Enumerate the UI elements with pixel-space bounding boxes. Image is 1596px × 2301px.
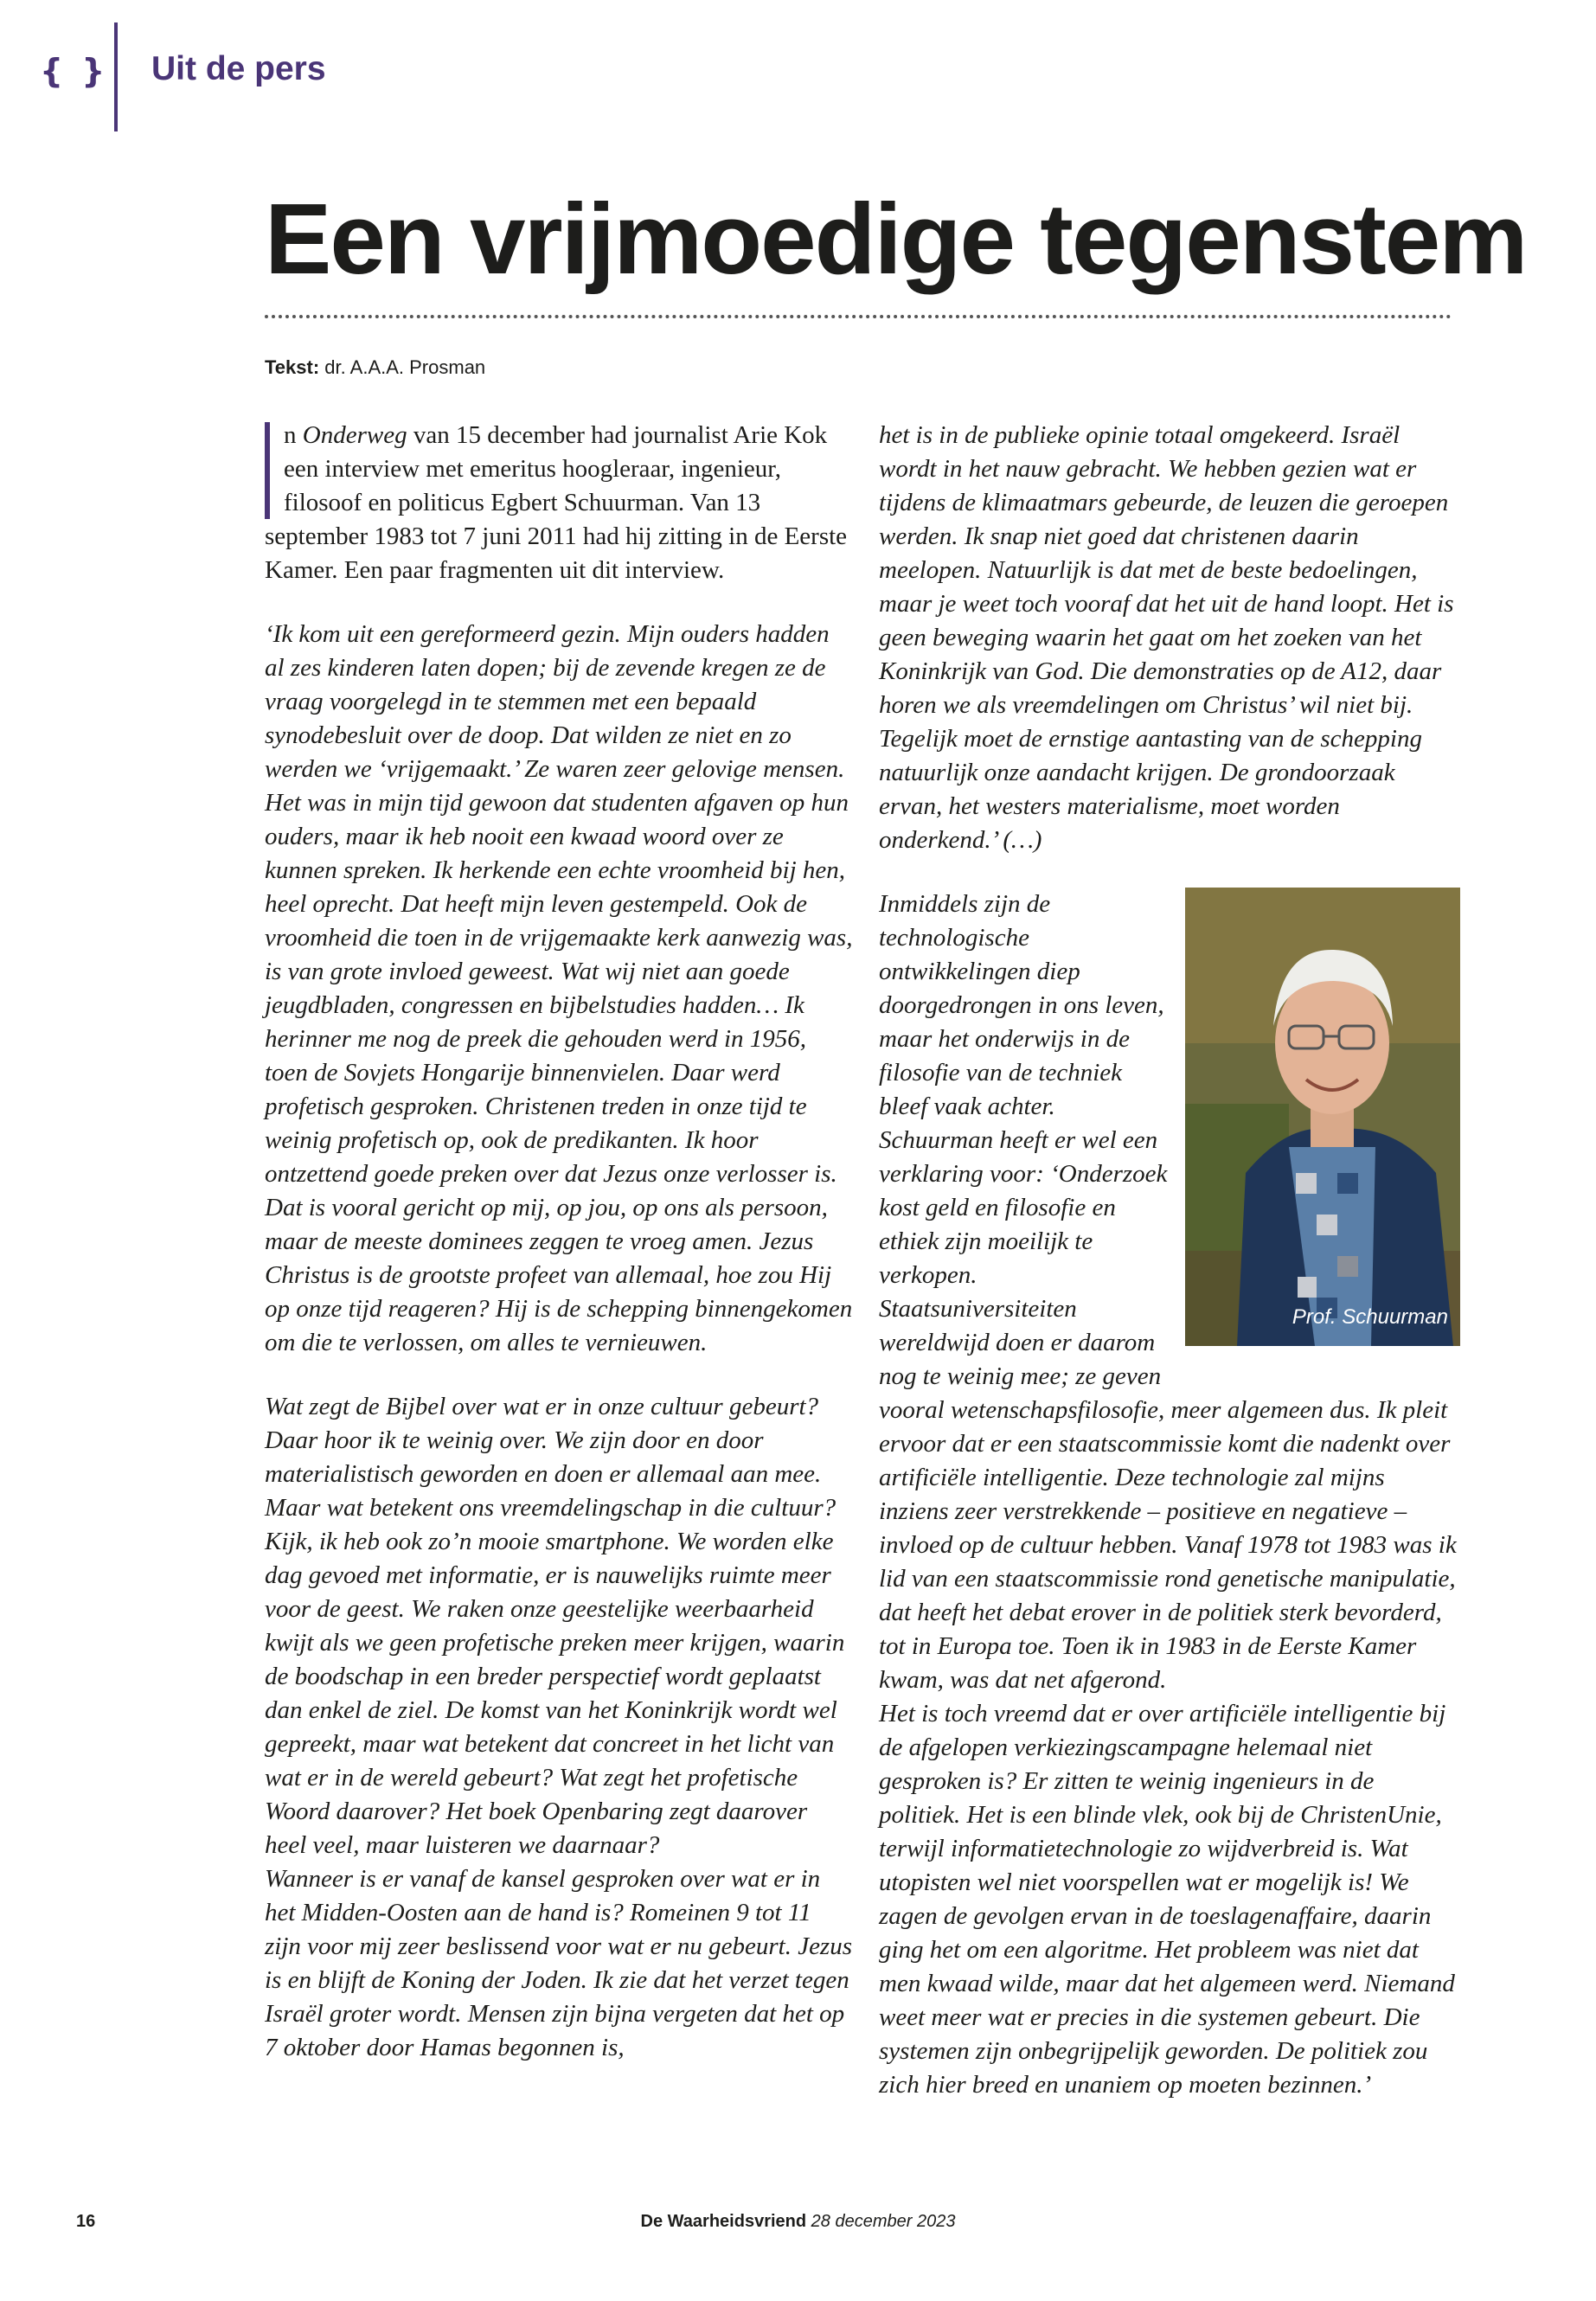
intro-before: n <box>284 421 303 449</box>
page-number: 16 <box>76 2212 96 2231</box>
dropcap <box>265 422 277 519</box>
section-title: Uit de pers <box>151 50 326 87</box>
publication-name: De Waarheidsvriend <box>640 2212 807 2231</box>
right-paragraph-3: Het is toch vreemd dat er over artificiële intelligentie bij de afgelopen verkiezingscampagne helemaal niet gesproken is? Er zitten te weinig ingenieurs in de politiek. Het is een blinde vlek, ook bij de ChristenUnie, terwijl informatietechnologie zo wijdverbreid is. Wat utopisten wel niet voorspellen wat er mogelijk is! We zagen de gevolgen ervan in de toeslagenaffaire, daarin ging het om een algoritme. Het probleem was niet dat men kwaad wilde, maar dat het algemeen werd. Niemand weet meer wat er precies in die systemen gebeurt. Die systemen zijn onbegrijpelijk geworden. De politiek zou zich hier breed en unaniem op moeten bezinnen.’ <box>879 1700 1455 2099</box>
intro-after: van 15 december had journalist Arie Kok een interview met emeritus hoogleraar, ingenieur, filosoof en politicus Egbert Schuurman. Van 13 september 1983 tot 7 juni 2011 had hij zitting in de Eerste Kamer. Een paar fragmenten uit dit interview. <box>265 421 848 584</box>
byline-label: Tekst: <box>265 356 320 378</box>
photo-caption: Prof. Schuurman <box>1292 1305 1448 1329</box>
left-column <box>265 419 853 2065</box>
left-paragraph-3: Wanneer is er vanaf de kansel gesproken over wat er in het Midden-Oosten aan de hand is? Romeinen 9 tot 11 zijn voor mij zeer beslissend voor wat er nu gebeurt. Jezus is en blijft de Koning der Joden. Ik zie dat het verzet tegen Israël groter wordt. Mensen zijn bijna vergeten dat het op 7 oktober door Hamas begonnen is, <box>265 1865 853 2061</box>
publication-date: 28 december 2023 <box>811 2212 956 2231</box>
byline-author: dr. A.A.A. Prosman <box>324 356 486 378</box>
byline <box>265 356 485 379</box>
intro-italic-word: Onderweg <box>302 421 407 449</box>
right-paragraph-1: het is in de publieke opinie totaal omgekeerd. Israël wordt in het nauw gebracht. We hebben gezien wat er tijdens de klimaatmars gebeurde, de leuzen die geroepen werden. Ik snap niet goed dat christenen daarin meelopen. Natuurlijk is dat met de beste bedoelingen, maar je weet toch vooraf dat het uit de hand loopt. Het is geen beweging waarin het gaat om het zoeken van het Koninkrijk van God. Die demonstraties op de A12, daar horen we als vreemdelingen om Christus’ wil niet bij. Tegelijk moet de ernstige aantasting van de schepping natuurlijk onze aandacht krijgen. De grondoorzaak ervan, het westers materialisme, moet worden onderkend.’ (…) <box>879 421 1454 854</box>
braces-icon: { } <box>40 52 109 90</box>
footer-publication <box>0 2212 1596 2232</box>
portrait-illustration <box>1185 888 1460 1346</box>
left-paragraph-2: Wat zegt de Bijbel over wat er in onze cultuur gebeurt? Daar hoor ik te weinig over. We zijn door en door materialistisch geworden en doen er allemaal aan mee. Maar wat betekent ons vreemdelingschap in die cultuur? Kijk, ik heb ook zo’n mooie smartphone. We worden elke dag gevoed met informatie, er is nauwelijks ruimte meer voor de geest. We raken onze geestelijke weerbaarheid kwijt als we geen profetische preken meer krijgen, waarin de boodschap in een breder perspectief wordt geplaatst dan enkel de ziel. De komst van het Koninkrijk wordt wel gepreekt, maar wat betekent dat concreet in het licht van wat er in de wereld gebeurt? Wat zegt het profetische Woord daarover? Het boek Openbaring zegt daarover heel veel, maar luisteren we daarnaar? <box>265 1393 845 1859</box>
portrait-photo <box>1185 888 1460 1346</box>
article-title: Een vrijmoedige tegenstem <box>265 183 1527 295</box>
title-dotted-rule <box>265 315 1452 318</box>
left-paragraph-1: ‘Ik kom uit een gereformeerd gezin. Mijn ouders hadden al zes kinderen laten dopen; bij de zevende kregen ze de vraag voorgelegd in te stemmen met een bepaald synodebesluit over de doop. Dat wilden ze niet en zo werden we ‘vrijgemaakt.’ Ze waren zeer gelovige mensen. Het was in mijn tijd gewoon dat studenten afgaven op hun ouders, maar ik heb nooit een kwaad woord over ze kunnen spreken. Ik herkende een echte vroomheid bij hen, heel oprecht. Dat heeft mijn leven gestempeld. Ook de vroomheid die toen in de vrijgemaakte kerk aanwezig was, is van grote invloed geweest. Wat wij niet aan goede jeugdbladen, congressen en bijbelstudies hadden… Ik herinner me nog de preek die gehouden werd in 1956, toen de Sovjets Hongarije binnenvielen. Daar werd profetisch gesproken. Christenen treden in onze tijd te weinig profetisch op, ook de predikanten. Ik hoor ontzettend goede preken over dat Jezus onze verlosser is. Dat is vooral gericht op mij, op jou, op ons als persoon, maar de meeste dominees zeggen te vroeg amen. Jezus Christus is de grootste profeet van allemaal, hoe zou Hij op onze tijd reageren? Hij is de schepping binnengekomen om die te verlossen, om alles te vernieuwen. <box>265 620 853 1356</box>
intro-paragraph <box>265 419 853 587</box>
header-divider <box>114 22 118 131</box>
right-column <box>879 419 1460 2102</box>
right-paragraph-2: Inmiddels zijn de technologische ontwikkelingen diep doorgedrongen in ons leven, maar het onderwijs in de filosofie van de techniek bleef vaak achter. Schuurman heeft er wel een verklaring voor: ‘Onderzoek kost geld en filosofie en ethiek zijn moeilijk te verkopen. Staatsuniversiteiten wereldwijd doen er daarom nog te weinig mee; ze geven vooral wetenschapsfilosofie, meer algemeen dus. Ik pleit ervoor dat er een staatscommissie komt die nadenkt over artificiële intelligentie. Deze technologie zal mijns inziens zeer verstrekkende – positieve en negatieve – invloed op de cultuur hebben. Vanaf 1978 tot 1983 was ik lid van een staatscommissie rond genetische manipulatie, dat heeft het debat erover in de politiek sterk bevorderd, tot in Europa toe. Toen ik in 1983 in de Eerste Kamer kwam, was dat net afgerond. <box>879 890 1457 1694</box>
